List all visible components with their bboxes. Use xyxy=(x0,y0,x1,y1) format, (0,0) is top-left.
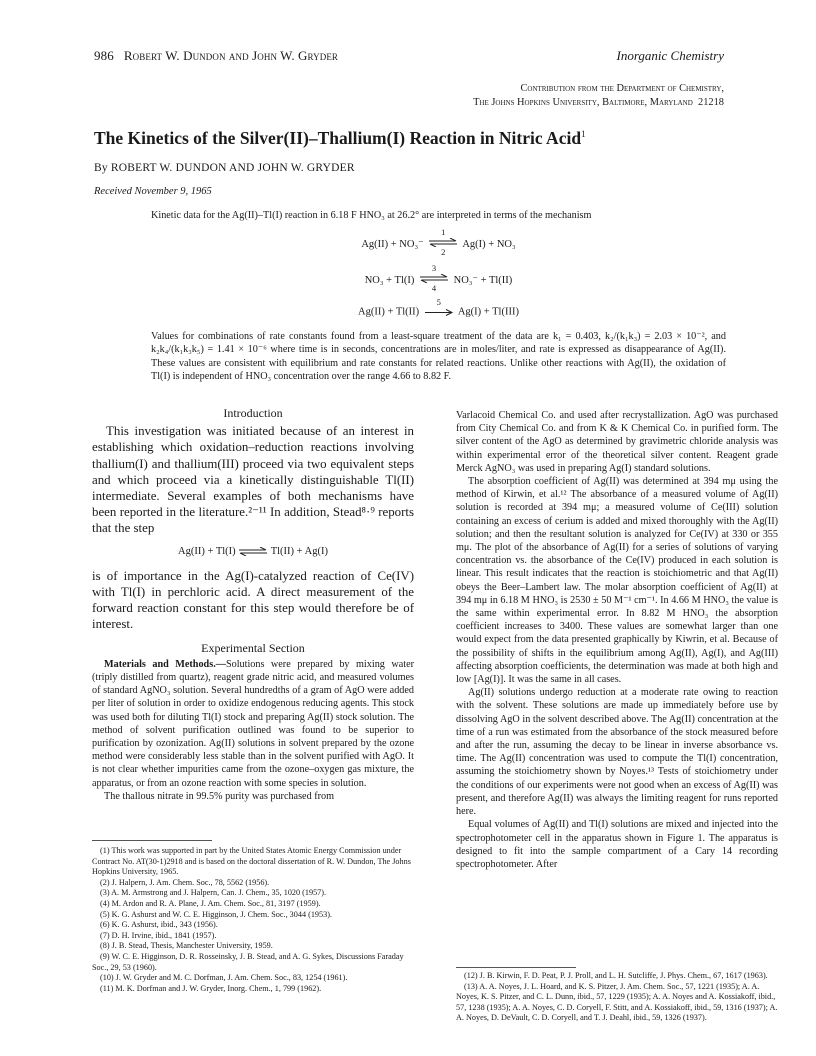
right-paragraph-2: The absorption coefficient of Ag(II) was determined at 394 mμ using the method of Kirwin, et al.¹² The absorbance of a measured volume of Ag(II) solution is recorded at 394 mμ; a measured volume of Ce(III) solution containing an excess of cerium is added and mixed thoroughly with the Ag(II) solution; and then the resultant solution is analyzed for Ce(IV) at 330 or 355 mμ. The plot of the absorbance of Ag(II) for a series of solutions of varying concentration vs. the absorbance of the Ce(IV) produced in each solution is linear. This result indicates that the reaction is stoichiometric and that Ag(II) obeys the Beer–Lambert law. The molar absorption coefficient of Ag(II) at 394 mμ in 6.18 M HNO₃ is 2530 ± 50 M⁻¹ cm⁻¹. In 4.66 M HNO₃ the value is the same within experimental error. In 8.82 M HNO₃ the absorption coefficient increases to 3400. These values are somewhat larger than one would expect from the data presented graphically by Kiwrin, et al. Because of the possibility of shifts in the equilibrium among Ag(II), Ag(I), and Ag(III) affecting absorption coefficients, the determination was made at both high and low [Ag(I)]. It was the same in all cases. xyxy=(456,476,778,686)
footnotes-right xyxy=(456,971,778,1024)
experimental-heading: Experimental Section xyxy=(201,640,305,655)
rate-constant-5: 5 xyxy=(436,297,441,307)
contribution-affiliation xyxy=(304,82,724,110)
right-paragraph-3: Ag(II) solutions undergo reduction at a moderate rate owing to reaction with the solvent. These solutions are made up immediately before use by dissolving AgO in the solvent described above. The Ag(II) concentration at the time of a run was estimated from the absorbance of the stock measured before and after the run, assuming the decay to be linear in inverse absorbance vs. time. The Ag(II) concentration was used to compute the Tl(I) concentration, assuming the stoichiometry shown by Noyes.¹³ Tests of stoichiometry under the conditions of our experiments were not good when an excess of Ag(II) was present, and therefore Ag(II) was always the limiting reagent for runs reported here. xyxy=(456,687,778,818)
footnote-4: (4) M. Ardon and R. A. Plane, J. Am. Chem. Soc., 81, 3197 (1959). xyxy=(100,898,321,908)
materials-methods-runin: Materials and Methods.— xyxy=(104,658,226,670)
zip-code: 21218 xyxy=(698,97,724,108)
right-column xyxy=(456,409,778,871)
journal-name: Inorganic Chemistry xyxy=(616,48,724,63)
article-title: The Kinetics of the Silver(II)–Thallium(I) Reaction in Nitric Acid$^1$ xyxy=(94,128,586,148)
footnote-rule xyxy=(456,967,576,968)
running-header-left xyxy=(94,48,338,64)
mechanism-equation-2: NO₃ + Tl(I) 3 4 NO₃⁻ + Tl(II) xyxy=(364,263,513,293)
introduction-paragraph-1: This investigation was initiated because of an interest in establishing which oxidation–reduction reactions involving thallium(I) and thallium(III) proceed via two equivalent steps and which proceed via a kinetically distinguishable Tl(II) intermediate. Several examples of both mechanisms have been reported in the literature.²⁻¹¹ In addition, Stead⁸·⁹ reports that the step xyxy=(92,424,414,536)
left-column xyxy=(92,407,414,803)
right-paragraph-1: Varlacoid Chemical Co. and used after recrystallization. AgO was purchased from City Chemical Co. and from K & K Chemical Co. in purified form. The silver content of the AgO as determined by gravimetric chloride analysis was within experimental error of the theoretical silver content. Reagent grade Merck AgNO₃ was used in preparing Ag(I) standard solutions. xyxy=(456,410,778,474)
footnote-13: (13) A. A. Noyes, J. L. Hoard, and K. S. Pitzer, J. Am. Chem. Soc., 57, 1221 (1935); A. A. Noyes, K. S. Pitzer, and C. L. Dunn, ibid., 57, 1229 (1935); A. A. Noyes and A. Kossiakoff, ibid., 57, 1238 (1935); A. A. Noyes, C. D. Coryell, F. Stitt, and A. Kossiakoff, ibid., 59, 1316 (1937); A. A. Noyes, D. DeVault, C. D. Coryell, and T. J. Deahl, ibid., 59, 1326 (1937). xyxy=(456,981,778,1023)
rate-constant-4: 4 xyxy=(431,283,437,293)
footnote-11: (11) M. K. Dorfman and J. W. Gryder, Inorg. Chem., 1, 799 (1962). xyxy=(100,983,322,993)
equilibrium-arrow-icon xyxy=(419,274,449,283)
rate-constant-3: 3 xyxy=(431,263,437,273)
intro-equation: Ag(II) + Tl(I) Tl(II) + Ag(I) xyxy=(178,545,328,557)
received-date: Received November 9, 1965 xyxy=(94,186,212,197)
rate-constant-1: 1 xyxy=(441,227,446,237)
footnote-rule xyxy=(92,840,212,841)
footnote-8: (8) J. B. Stead, Thesis, Manchester University, 1959. xyxy=(100,941,273,951)
footnotes-left xyxy=(92,846,414,994)
page-number: 986 xyxy=(94,48,114,63)
introduction-body xyxy=(92,423,414,632)
right-arrow-icon xyxy=(424,309,454,316)
footnote-7: (7) D. H. Irvine, ibid., 1841 (1957). xyxy=(100,930,217,940)
mechanism-equation-1: Ag(II) + NO₃⁻ 1 2 Ag(I) + NO₃ xyxy=(361,227,516,257)
rate-constant-2: 2 xyxy=(441,247,446,257)
experimental-paragraph-2: The thallous nitrate in 99.5% purity was purchased from xyxy=(104,790,335,802)
footnote-12: (12) J. B. Kirwin, F. D. Peat, P. J. Proll, and L. H. Sutcliffe, J. Phys. Chem., 67, 1617 (1963). xyxy=(464,971,768,980)
right-paragraph-4: Equal volumes of Ag(II) and Tl(I) solutions are mixed and injected into the spectrophotometer cell in the apparatus shown in Figure 1. The apparatus is designed to fit into the sample compartment of a Cary 14 recording spectrophotometer. After xyxy=(456,819,778,870)
experimental-paragraph-1: Materials and Methods.—Solutions were prepared by mixing water (triply distilled from quartz), reagent grade nitric acid, and measured volumes of standard AgNO₃ solution. Several hundredths of a gram of AgO were added per liter of solution in order to oxidize endogenous reducing agents. This stock was used both for diluting Tl(I) stock and preparing Ag(II) stock solution. The method of solvent purification outlined was found to be superior to purification by ozonization. Ag(II) solutions in solvent prepared by the ozone method were considerably less stable than in the solvent purified with AgO. It is not clear whether impurities came from the ozone–oxygen gas mixture, the apparatus, or from an ozone reaction with some species in solution. xyxy=(92,658,414,789)
contribution-line-2: The Johns Hopkins University, Baltimore, Maryland 21218 xyxy=(473,97,724,108)
abstract-results: Values for combinations of rate constants found from a least-square treatment of the data are k₁ = 0.403, k₂/(k₁k₃) = 2.03 × 10⁻², and k₂k₄/(k₁k₃k₅) = 1.41 × 10⁻⁶ where time is in seconds, concentrations are in moles/liter, and rate is expressed as disappearance of Ag(II). These values are consistent with equilibrium and rate constants for related reactions. Unlike other reactions with Ag(II), the oxidation of Tl(I) is independent of HNO₃ concentration over the range 4.66 to 8.82 F. xyxy=(151,331,726,382)
mechanism-equation-3: Ag(II) + Tl(II) 5 Ag(I) + Tl(III) xyxy=(358,297,519,318)
abstract-intro: Kinetic data for the Ag(II)–Tl(I) reaction in 6.18 F HNO₃ at 26.2° are interpreted in terms of the mechanism xyxy=(151,210,592,221)
introduction-heading: Introduction xyxy=(223,406,283,420)
title-footnote-marker: 1 xyxy=(581,129,586,140)
introduction-paragraph-2: is of importance in the Ag(I)-catalyzed reaction of Ce(IV) with Tl(I) in perchloric acid. A direct measurement of the forward reaction constant for this step would therefore be of interest. xyxy=(92,568,414,632)
contribution-line-1: Contribution from the Department of Chemistry, xyxy=(520,83,724,94)
equilibrium-arrow-icon xyxy=(238,547,268,556)
byline: By ROBERT W. DUNDON AND JOHN W. GRYDER xyxy=(94,162,355,174)
footnote-2: (2) J. Halpern, J. Am. Chem. Soc., 78, 5562 (1956). xyxy=(100,877,270,887)
equilibrium-arrow-icon xyxy=(428,238,458,247)
footnote-6: (6) K. G. Ashurst, ibid., 343 (1956). xyxy=(100,920,218,930)
footnote-9: (9) W. C. E. Higginson, D. R. Rosseinsky, J. B. Stead, and A. G. Sykes, Discussions Faraday Soc., 29, 53 (1960). xyxy=(92,951,404,972)
footnote-3: (3) A. M. Armstrong and J. Halpern, Can. J. Chem., 35, 1020 (1957). xyxy=(100,888,327,898)
footnote-1: (1) This work was supported in part by the United States Atomic Energy Commission under Contract No. AT(30-1)2918 and is based on the doctoral dissertation of R. W. Dundon, The Johns Hopkins University, 1965. xyxy=(92,846,411,877)
footnote-5: (5) K. G. Ashurst and W. C. E. Higginson, J. Chem. Soc., 3044 (1953). xyxy=(100,909,332,919)
running-authors: Robert W. Dundon and John W. Gryder xyxy=(123,48,339,63)
footnote-10: (10) J. W. Gryder and M. C. Dorfman, J. Am. Chem. Soc., 83, 1254 (1961). xyxy=(100,973,348,983)
